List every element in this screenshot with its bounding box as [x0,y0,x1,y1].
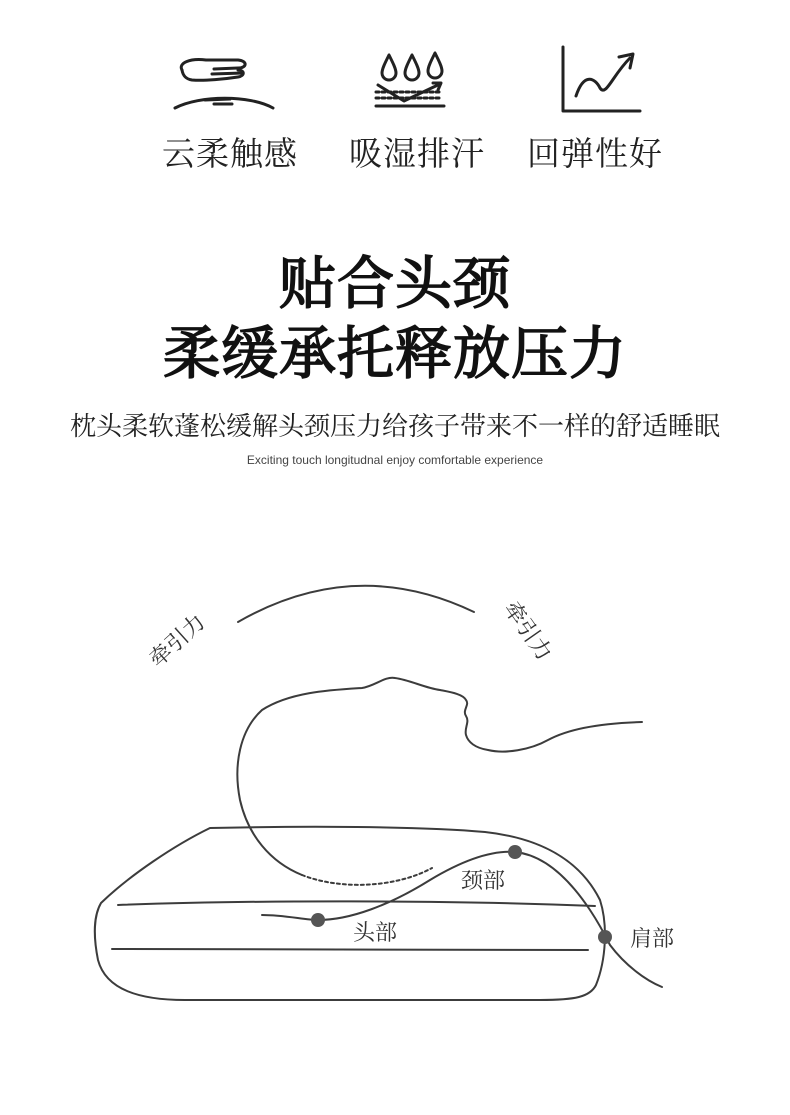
subtitle-english: Exciting touch longitudnal enjoy comfortable experience [246,453,544,467]
neck-point [508,845,522,859]
traction-label-left: 牵引力 [144,609,211,673]
head-support-dashed-curve [302,868,432,885]
head-profile [237,678,642,875]
head-label: 头部 [352,921,398,946]
headline-line-2: 柔缓承托释放压力 [163,321,627,387]
shoulder-point [598,930,612,944]
head-point [311,913,325,927]
feature-label-resilience: 回弹性好 [527,134,663,173]
feature-label-moisture-wicking: 吸湿排汗 [349,134,485,173]
shoulder-label: 肩部 [629,927,675,952]
feature-label-soft-touch: 云柔触感 [162,134,298,173]
headline-line-1: 贴合头颈 [279,251,511,317]
traction-label-right: 牵引力 [498,597,557,666]
traction-arc [238,586,474,622]
neck-shoulder-line [262,852,662,987]
neck-label: 颈部 [460,869,506,894]
subtitle: 枕头柔软蓬松缓解头颈压力给孩子带来不一样的舒适睡眠 [69,412,720,442]
rising-chart-icon [563,47,640,111]
hand-wave-icon [175,60,273,108]
water-drops-icon [376,53,444,106]
pillow-outline [95,827,605,1000]
